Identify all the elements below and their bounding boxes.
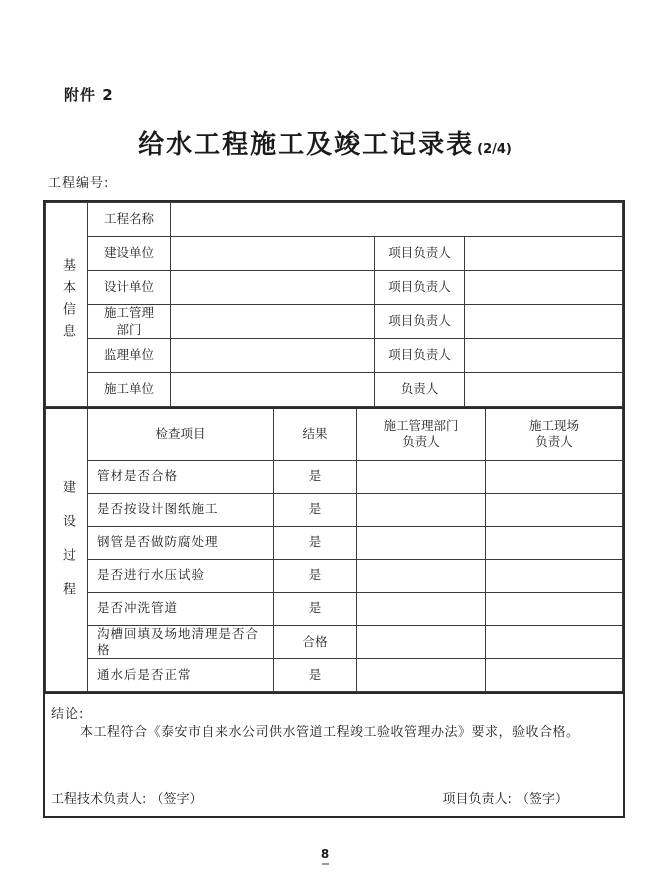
title-page-indicator: (2/4)	[477, 142, 512, 157]
header-mgmt-line1: 施工管理部门	[383, 418, 459, 433]
site-sign-cell	[486, 592, 623, 625]
result-cell: 是	[274, 659, 357, 692]
header-site-line1: 施工现场	[528, 418, 579, 433]
result-cell: 是	[274, 493, 357, 526]
header-site-leader	[486, 408, 623, 460]
header-site-line2: 负责人	[535, 434, 573, 450]
process-row	[46, 625, 623, 659]
result-cell: 是	[274, 526, 357, 559]
row-value-cell	[171, 339, 375, 373]
title-text: 给水工程施工及竣工记录表	[138, 130, 475, 160]
process-row	[46, 493, 623, 526]
leader-label-cell: 项目负责人	[375, 305, 465, 339]
site-sign-cell	[486, 460, 623, 493]
site-sign-cell	[486, 559, 623, 592]
page-number: 8	[320, 847, 330, 861]
row-value-cell	[171, 237, 375, 271]
mgmt-sign-cell	[357, 526, 486, 559]
header-mgmt-line2: 负责人	[402, 434, 440, 450]
basic-row	[46, 271, 623, 305]
row-label-cell: 监理单位	[88, 339, 171, 373]
header-check-item: 检查项目	[88, 408, 274, 460]
check-item-cell: 是否冲洗管道	[88, 592, 274, 625]
row-label-cell: 工程名称	[88, 203, 171, 237]
leader-label-cell: 项目负责人	[375, 339, 465, 373]
page-title	[0, 124, 650, 161]
leader-value-cell	[465, 373, 623, 407]
project-name-value-cell	[171, 203, 623, 237]
leader-value-cell	[465, 237, 623, 271]
section-label-process-text: 建设过程	[59, 479, 75, 616]
mgmt-sign-cell	[357, 460, 486, 493]
project-number-label: 工程编号:	[48, 176, 110, 191]
site-sign-cell	[486, 659, 623, 692]
attachment-label: 附件 2	[64, 86, 114, 104]
mgmt-sign-cell	[357, 625, 486, 659]
result-cell: 是	[274, 592, 357, 625]
row-label-line2: 部门	[116, 321, 142, 337]
mgmt-sign-cell	[357, 493, 486, 526]
basic-row	[46, 203, 623, 237]
result-cell: 合格	[274, 625, 357, 659]
leader-label-cell: 项目负责人	[375, 271, 465, 305]
basic-row	[46, 305, 623, 339]
result-cell: 是	[274, 559, 357, 592]
process-row	[46, 659, 623, 692]
row-value-cell	[171, 373, 375, 407]
section-label-process	[46, 408, 88, 692]
process-header-row	[46, 408, 623, 460]
basic-row	[46, 373, 623, 407]
row-label-cell: 设计单位	[88, 271, 171, 305]
row-label-cell	[88, 305, 171, 339]
site-sign-cell	[486, 493, 623, 526]
leader-label-cell: 项目负责人	[375, 237, 465, 271]
conclusion-label: 结论:	[51, 707, 85, 722]
check-item-cell: 是否按设计图纸施工	[88, 493, 274, 526]
basic-info-table	[45, 202, 623, 407]
check-item-cell: 钢管是否做防腐处理	[88, 526, 274, 559]
conclusion-section	[45, 692, 623, 816]
basic-row	[46, 339, 623, 373]
site-sign-cell	[486, 625, 623, 659]
check-item-cell: 通水后是否正常	[88, 659, 274, 692]
site-sign-cell	[486, 526, 623, 559]
leader-value-cell	[465, 271, 623, 305]
check-item-cell: 管材是否合格	[88, 460, 274, 493]
row-label-line1: 施工管理	[103, 305, 154, 321]
result-cell: 是	[274, 460, 357, 493]
section-label-basic-info-text: 基本信息	[59, 258, 75, 347]
process-row	[46, 526, 623, 559]
tech-leader-signature-label: 工程技术负责人: （签字）	[51, 792, 203, 807]
check-item-cell: 沟槽回填及场地清理是否合格	[88, 625, 274, 659]
leader-value-cell	[465, 339, 623, 373]
mgmt-sign-cell	[357, 659, 486, 692]
signature-row	[51, 788, 568, 807]
record-form-table	[43, 200, 625, 818]
row-label-cell: 施工单位	[88, 373, 171, 407]
row-value-cell	[171, 305, 375, 339]
row-label-cell: 建设单位	[88, 237, 171, 271]
header-result: 结果	[274, 408, 357, 460]
section-label-basic-info	[46, 203, 88, 407]
header-mgmt-leader	[357, 408, 486, 460]
leader-label-cell: 负责人	[375, 373, 465, 407]
process-check-table	[45, 407, 623, 692]
process-row	[46, 559, 623, 592]
leader-value-cell	[465, 305, 623, 339]
page-number-underline	[322, 863, 329, 865]
mgmt-sign-cell	[357, 592, 486, 625]
project-leader-signature-label: 项目负责人: （签字）	[442, 792, 568, 807]
basic-row	[46, 237, 623, 271]
check-item-cell: 是否进行水压试验	[88, 559, 274, 592]
conclusion-text: 本工程符合《泰安市自来水公司供水管道工程竣工验收管理办法》要求，验收合格。	[80, 725, 580, 740]
mgmt-sign-cell	[357, 559, 486, 592]
process-row	[46, 592, 623, 625]
page-footer	[0, 847, 650, 865]
row-value-cell	[171, 271, 375, 305]
process-row	[46, 460, 623, 493]
